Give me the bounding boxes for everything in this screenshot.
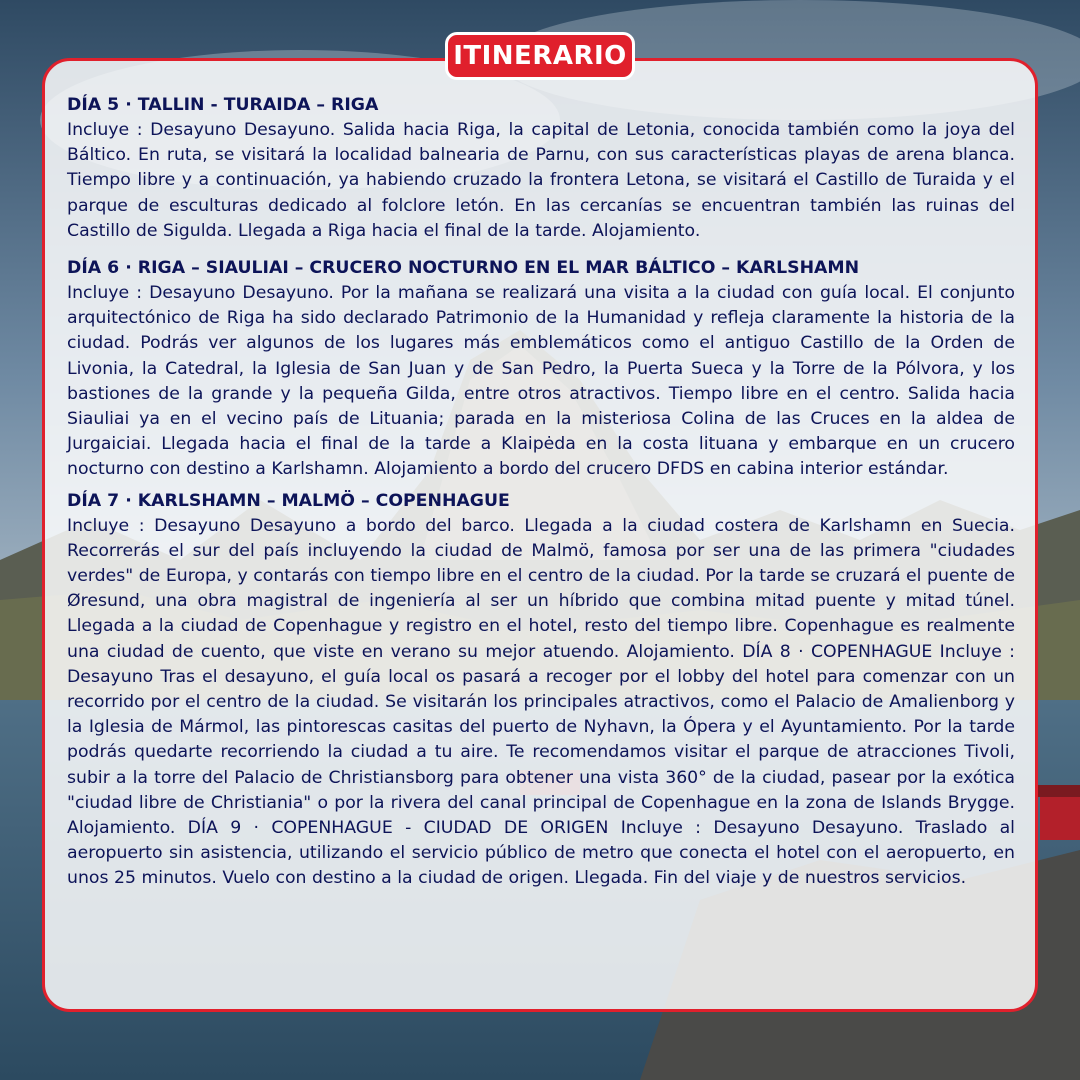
day-section-6 [67,256,1015,483]
day-description: Incluye : Desayuno Desayuno. Por la mañana se realizará una visita a la ciudad con guía local. El conjunto arquitectónico de Riga ha sido declarado Patrimonio de la Humanidad y refleja claramente la historia de la ciudad. Podrás ver algunos de los lugares más emblemáticos como el antiguo Castillo de la Orden de Livonia, la Catedral, la Iglesia de San Juan y de San Pedro, la Puerta Sueca y la Torre de la Pólvora, y los bastiones de la grande y la pequeña Gilda, entre otros atractivos. Tiempo libre en el centro. Salida hacia Siauliai ya en el vecino país de Lituania; parada en la misteriosa Colina de las Cruces en la aldea de Jurgaiciai. Llegada hacia el final de la tarde a Klaipėda en la costa lituana y embarque en un crucero nocturno con destino a Karlshamn. Alojamiento a bordo del crucero DFDS en cabina interior estándar. [67,283,1015,480]
itinerary-panel [42,58,1038,1012]
day-title: DÍA 6 · RIGA – SIAULIAI – CRUCERO NOCTURNO EN EL MAR BÁLTICO – KARLSHAMN [67,258,860,279]
day-title: DÍA 5 · TALLIN - TURAIDA – RIGA [67,95,379,115]
day-description: Incluye : Desayuno Desayuno a bordo del barco. Llegada a la ciudad costera de Karlshamn en Suecia. Recorrerás el sur del país incluyendo la ciudad de Malmö, famosa por ser una de las primera "ciudades verdes" de Europa, y contarás con tiempo libre en el centro de la ciudad. Por la tarde se cruzará el puente de Øresund, una obra magistral de ingeniería al ser un híbrido que combina mitad puente y mitad túnel. Llegada a la ciudad de Copenhague y registro en el hotel, resto del tiempo libre. Copenhague es realmente una ciudad de cuento, que viste en verano su mejor atuendo. Alojamiento. DÍA 8 · COPENHAGUE Incluye : Desayuno Tras el desayuno, el guía local os pasará a recoger por el lobby del hotel para comenzar con un recorrido por el centro de la ciudad. Se visitarán los principales atractivos, como el Palacio de Amalienborg y la Iglesia de Mármol, las pintorescas casitas del puerto de Nyhavn, la Ópera y el Ayuntamiento. Por la tarde podrás quedarte recorriendo la ciudad a tu aire. Te recomendamos visitar el parque de atracciones Tivoli, subir a la torre del Palacio de Christiansborg para obtener una vista 360° de la ciudad, pasear por la exótica "ciudad libre de Christiania" o por la rivera del canal principal de Copenhague en la zona de Islands Brygge. Alojamiento. DÍA 9 · COPENHAGUE - CIUDAD DE ORIGEN Incluye : Desayuno Desayuno. Traslado al aeropuerto sin asistencia, utilizando el servicio público de metro que conecta el hotel con el aeropuerto, en unos 25 minutos. Vuelo con destino a la ciudad de origen. Llegada. Fin del viaje y de nuestros servicios. [67,515,1015,889]
day-description: Incluye : Desayuno Desayuno. Salida hacia Riga, la capital de Letonia, conocida también como la joya del Báltico. En ruta, se visitará la localidad balnearia de Parnu, con sus características playas de arena blanca. Tiempo libre y a continuación, ya habiendo cruzado la frontera Letona, se visitará el Castillo de Turaida y el parque de esculturas dedicado al folclore letón. En las cercanías se encuentran también las ruinas del Castillo de Sigulda. Llegada a Riga hacia el final de la tarde. Alojamiento. [67,120,1015,241]
day-section-7 [67,489,1015,892]
itinerary-badge: ITINERARIO [445,32,635,80]
day-title: DÍA 7 · KARLSHAMN – MALMÖ – COPENHAGUE [67,490,510,511]
day-section-5 [67,93,1015,244]
